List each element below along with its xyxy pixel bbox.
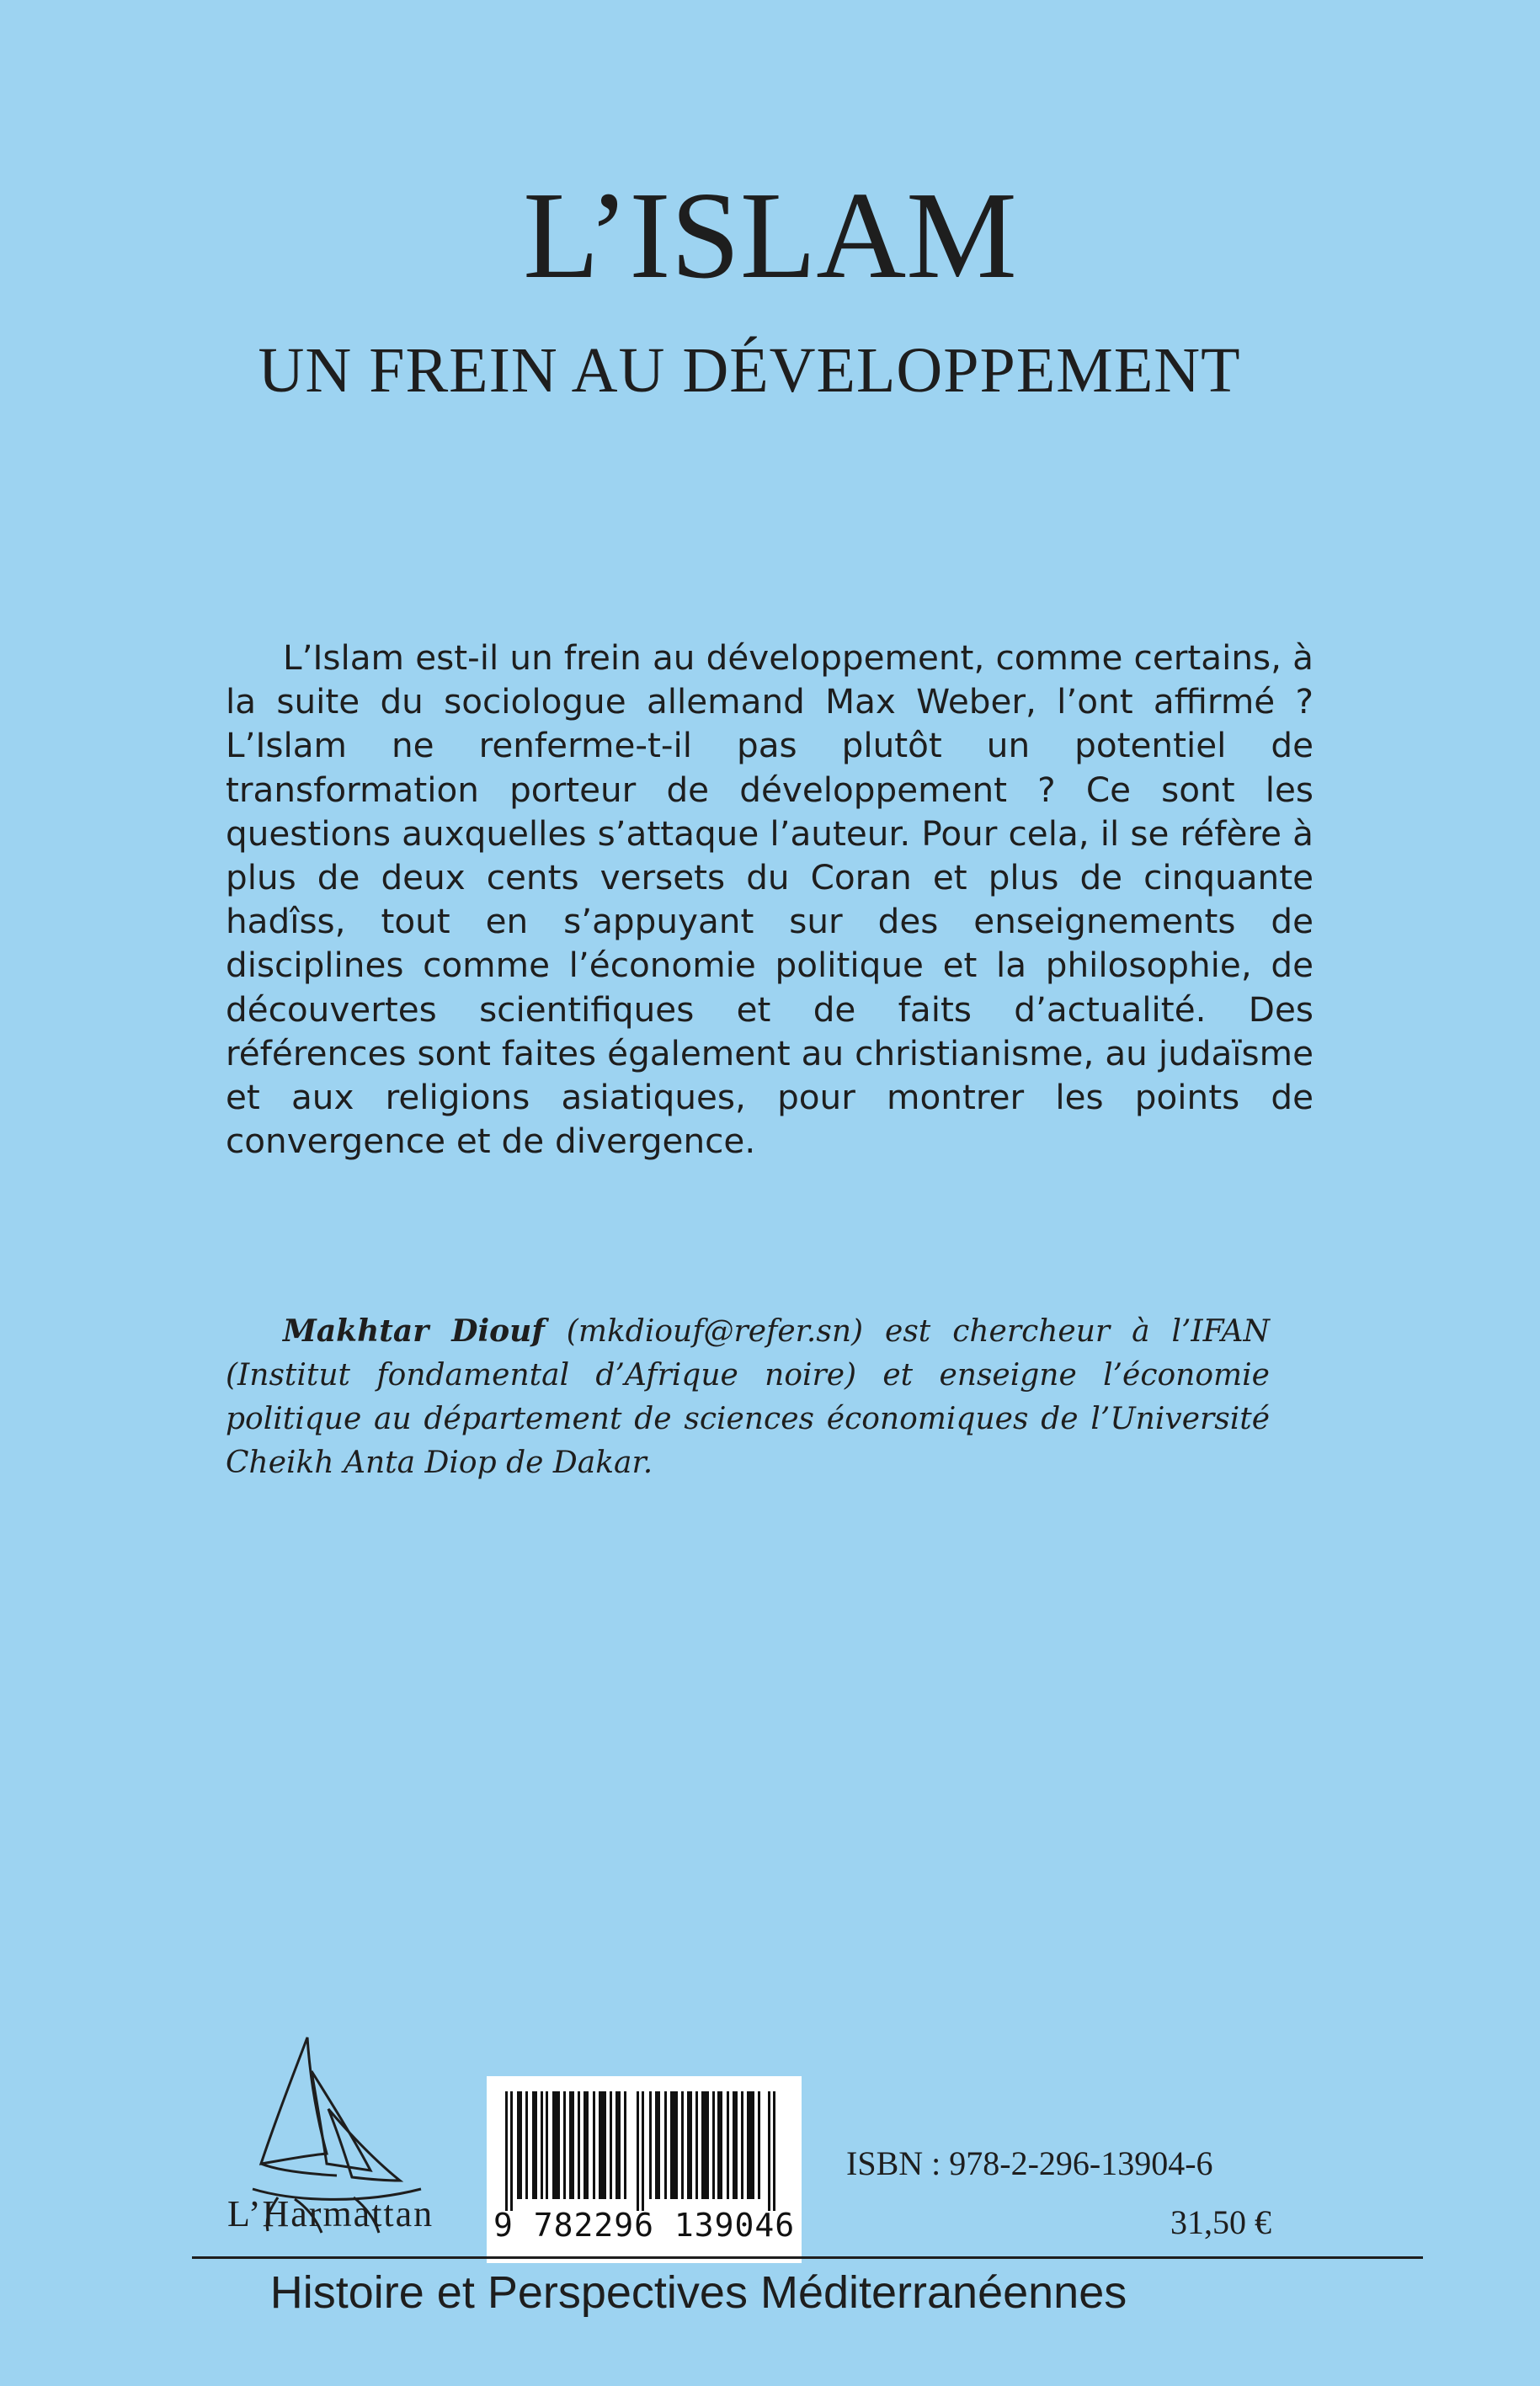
barcode-icon: [487, 2076, 802, 2211]
back-cover-blurb: L’Islam est-il un frein au développement, comme certains, à la suite du sociologue allemand Max Weber, l’ont affirmé ? L’Islam ne renferme-t-il pas plutôt un potentiel de transformation porteur de développement ? Ce sont les questions auxquelles s’attaque l’auteur. Pour cela, il se réfère à plus de deux cents versets du Coran et plus de cinquante hadîss, tout en s’appuyant sur des enseignements de disciplines comme l’économie politique et la philosophie, de découvertes scientifiques et de faits d’actualité. Des références sont faites également au christianisme, au judaïsme et aux religions asiatiques, pour montrer les points de convergence et de divergence.: [226, 637, 1314, 1162]
barcode: [487, 2076, 802, 2263]
publisher-logo-text: L’Harmattan: [227, 2193, 434, 2234]
price: 31,50 €: [1170, 2203, 1271, 2241]
author-bio: [226, 1309, 1270, 1485]
isbn: ISBN : 978-2-296-13904-6: [846, 2144, 1213, 2182]
series-name: Histoire et Perspectives Méditerranéennes: [269, 2267, 1127, 2318]
author-bio-text: est chercheur à l’IFAN (Institut fondamental d’Afrique noire) et enseigne l’économie politique au département de sciences économiques de l’Université Cheikh Anta Diop de Dakar.: [226, 1314, 1270, 1480]
barcode-digits: 9 782296 139046: [493, 2207, 796, 2244]
publisher-logo-text-box: [227, 2189, 497, 2240]
author-name: Makhtar Diouf: [283, 1313, 545, 1349]
author-email: (mkdiouf@refer.sn): [566, 1314, 864, 1349]
divider: [192, 2256, 1423, 2259]
book-title: L’ISLAM: [523, 167, 1017, 305]
book-subtitle: UN FREIN AU DÉVELOPPEMENT: [258, 335, 1241, 406]
